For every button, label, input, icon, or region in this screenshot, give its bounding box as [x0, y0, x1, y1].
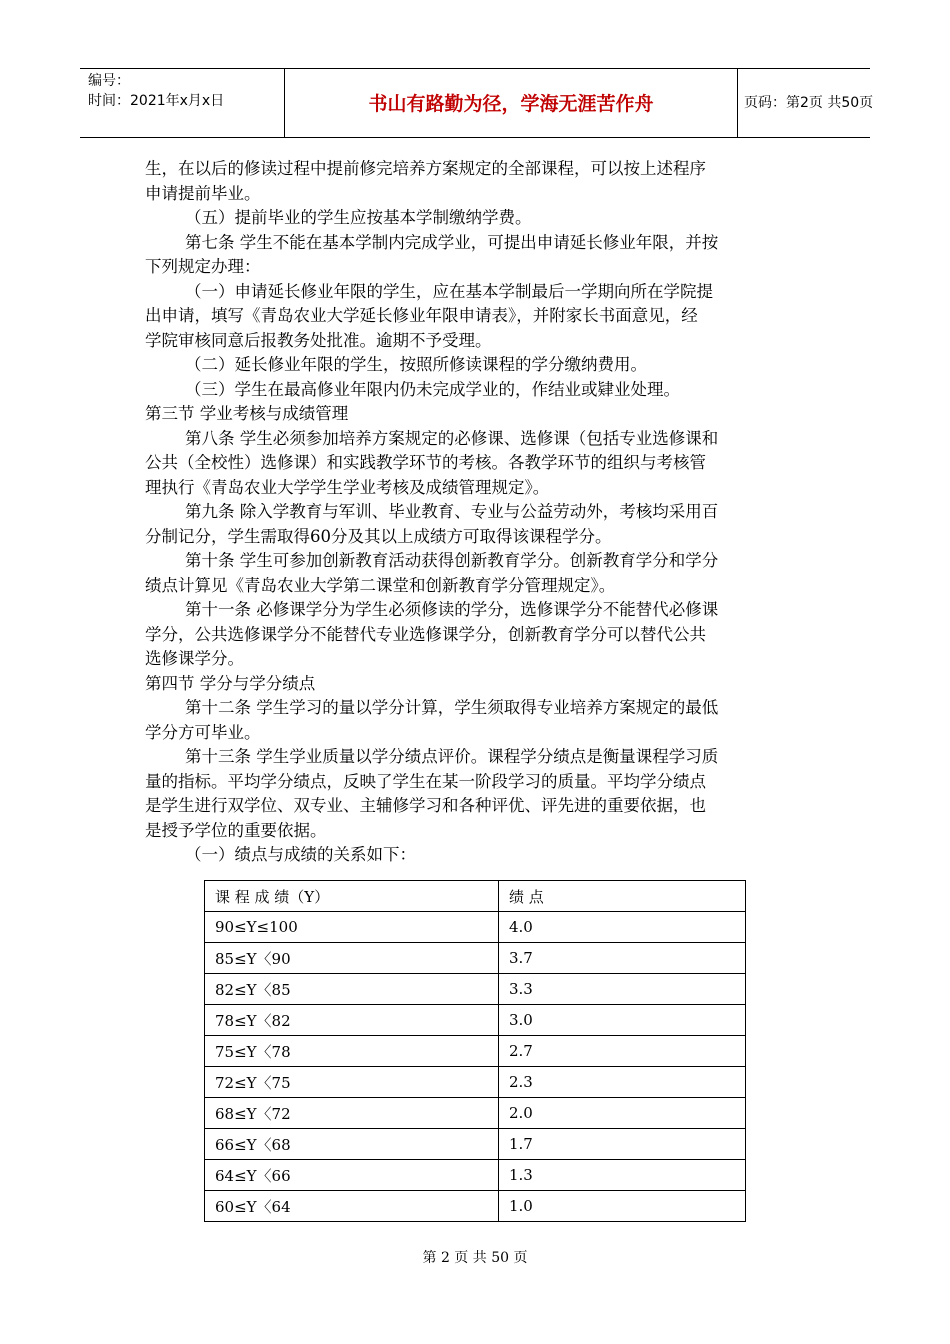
paragraph-line: 学分方可毕业。 — [145, 722, 261, 742]
score-range-cell: 68≤Y〈72 — [205, 1098, 499, 1129]
paragraph-line: 第九条 除入学教育与军训、毕业教育、专业与公益劳动外，考核均采用百 — [185, 502, 719, 521]
paragraph-line: （三）学生在最高修业年限内仍未完成学业的，作结业或肄业处理。 — [185, 379, 680, 399]
paragraph-line: 第八条 学生必须参加培养方案规定的必修课、选修课（包括专业选修课和 — [185, 428, 719, 448]
score-range-cell: 85≤Y〈90 — [205, 943, 499, 974]
gpa-value-cell: 2.7 — [499, 1036, 746, 1067]
gpa-value-cell: 3.3 — [499, 974, 746, 1005]
paragraph-line: 第四节 学分与学分绩点 — [145, 673, 316, 693]
paragraph-line: 是学生进行双学位、双专业、主辅修学习和各种评优、评先进的重要依据，也 — [145, 796, 706, 815]
table-row — [205, 1005, 746, 1036]
paragraph-line: 下列规定办理： — [145, 257, 261, 276]
table-row — [205, 974, 746, 1005]
document-number-label: 编号： — [88, 73, 130, 89]
score-range-cell: 90≤Y≤100 — [205, 912, 499, 943]
gpa-value-cell: 4.0 — [499, 912, 746, 943]
header-page-info: 页码：第2页 共50页 — [744, 95, 874, 111]
paragraph-line: 学院审核同意后报教务处批准。逾期不予受理。 — [145, 330, 492, 350]
table-header-gpa: 绩 点 — [499, 881, 746, 912]
paragraph-line: 理执行《青岛农业大学学生学业考核及成绩管理规定》。 — [145, 477, 550, 497]
score-range-cell: 78≤Y〈82 — [205, 1005, 499, 1036]
table-row — [205, 1036, 746, 1067]
paragraph-line: 绩点计算见《青岛农业大学第二课堂和创新教育学分管理规定》。 — [145, 575, 616, 595]
score-range-cell: 64≤Y〈66 — [205, 1160, 499, 1191]
paragraph-line: （五）提前毕业的学生应按基本学制缴纳学费。 — [185, 208, 532, 227]
page-header — [80, 68, 874, 138]
table-row — [205, 1191, 746, 1222]
gpa-value-cell: 2.3 — [499, 1067, 746, 1098]
score-range-cell: 72≤Y〈75 — [205, 1067, 499, 1098]
score-range-cell: 66≤Y〈68 — [205, 1129, 499, 1160]
paragraph-line: 第十二条 学生学习的量以学分计算，学生须取得专业培养方案规定的最低 — [185, 698, 719, 717]
paragraph-line: 第三节 学业考核与成绩管理 — [145, 404, 349, 423]
header-left-cell — [80, 69, 285, 137]
header-page-cell — [738, 69, 874, 137]
page-footer: 第 2 页 共 50 页 — [422, 1250, 528, 1266]
paragraph-line: 第七条 学生不能在基本学制内完成学业，可提出申请延长修业年限，并按 — [185, 232, 719, 252]
paragraph-line: （一）申请延长修业年限的学生，应在基本学制最后一学期向所在学院提 — [185, 281, 713, 301]
paragraph-line: 是授予学位的重要依据。 — [145, 820, 327, 840]
paragraph-line: （一）绩点与成绩的关系如下： — [185, 845, 416, 864]
gpa-grade-table — [204, 880, 746, 1222]
table-header-row — [205, 881, 746, 912]
score-range-cell: 82≤Y〈85 — [205, 974, 499, 1005]
paragraph-line: 生，在以后的修读过程中提前修完培养方案规定的全部课程，可以按上述程序 — [145, 159, 706, 178]
header-motto-cell — [285, 69, 738, 137]
paragraph-line: 出申请，填写《青岛农业大学延长修业年限申请表》，并附家长书面意见，经 — [145, 306, 698, 325]
header-motto: 书山有路勤为径，学海无涯苦作舟 — [368, 93, 654, 115]
paragraph-line: 公共（全校性）选修课）和实践教学环节的考核。各教学环节的组织与考核管 — [145, 453, 706, 472]
paragraph-line: 选修课学分。 — [145, 649, 244, 668]
score-range-cell: 60≤Y〈64 — [205, 1191, 499, 1222]
paragraph-line: 第十一条 必修课学分为学生必须修读的学分，选修课学分不能替代必修课 — [185, 600, 719, 619]
gpa-value-cell: 2.0 — [499, 1098, 746, 1129]
document-time-label: 时间：2021年x月x日 — [88, 93, 225, 109]
table-row — [205, 912, 746, 943]
table-header-score: 课 程 成 绩（Y） — [205, 881, 499, 912]
gpa-value-cell: 1.0 — [499, 1191, 746, 1222]
gpa-value-cell: 1.3 — [499, 1160, 746, 1191]
gpa-value-cell: 3.0 — [499, 1005, 746, 1036]
paragraph-line: 申请提前毕业。 — [145, 183, 261, 203]
table-row — [205, 1160, 746, 1191]
paragraph-line: 量的指标。平均学分绩点，反映了学生在某一阶段学习的质量。平均学分绩点 — [145, 771, 706, 791]
paragraph-line: 学分，公共选修课学分不能替代专业选修课学分，创新教育学分可以替代公共 — [145, 624, 706, 644]
table-row — [205, 1129, 746, 1160]
gpa-value-cell: 1.7 — [499, 1129, 746, 1160]
table-row — [205, 1067, 746, 1098]
table-row — [205, 1098, 746, 1129]
paragraph-line: 第十三条 学生学业质量以学分绩点评价。课程学分绩点是衡量课程学习质 — [185, 747, 719, 766]
paragraph-line: 分制记分，学生需取得60分及其以上成绩方可取得该课程学分。 — [145, 526, 612, 546]
paragraph-line: （二）延长修业年限的学生，按照所修读课程的学分缴纳费用。 — [185, 355, 647, 374]
table-row — [205, 943, 746, 974]
gpa-value-cell: 3.7 — [499, 943, 746, 974]
paragraph-line: 第十条 学生可参加创新教育活动获得创新教育学分。创新教育学分和学分 — [185, 551, 719, 570]
document-body — [145, 157, 807, 868]
score-range-cell: 75≤Y〈78 — [205, 1036, 499, 1067]
